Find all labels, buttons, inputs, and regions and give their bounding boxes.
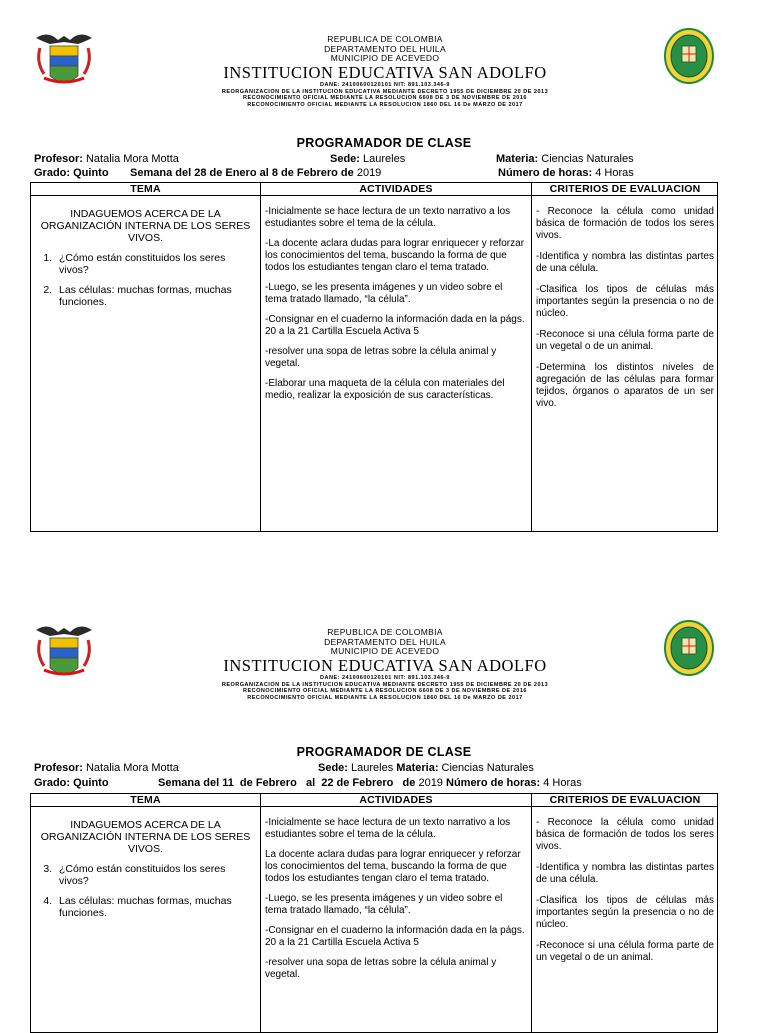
horas-value: 4 Horas — [543, 777, 582, 789]
profesor-label: Profesor: — [34, 762, 83, 774]
materia-value: Ciencias Naturales — [441, 762, 534, 774]
class-plan-table — [30, 793, 718, 1033]
sede-label: Sede: — [330, 153, 360, 165]
materia-value: Ciencias Naturales — [541, 153, 634, 165]
criterion-item: - Reconoce la célula como unidad básica de formación de todos los seres vivos. — [536, 817, 714, 852]
activity-item: -Luego, se les presenta imágenes y un video sobre el tema tratado llamado, “la célula”. — [265, 282, 503, 305]
header-dane: DANE: 24100600120101 NIT: 891.103.346-9 — [320, 82, 450, 88]
list-item: 1. ¿Cómo están constituidos los seres vivos? — [55, 252, 252, 276]
meta-row-1 — [34, 152, 734, 166]
criterion-item: -Clasifica los tipos de células más importantes según la presencia o no de núcleo. — [536, 895, 714, 930]
colombia-coat-of-arms-icon — [32, 620, 96, 684]
school-seal-icon — [664, 28, 714, 84]
activity-item: -Consignar en el cuaderno la información dada en la págs. 20 a la 21 Cartilla Escuela Activa 5 — [265, 925, 525, 948]
criterios-header: CRITERIOS DE EVALUACION — [532, 794, 718, 807]
criterios-column — [532, 183, 718, 531]
activity-item: -resolver una sopa de letras sobre la célula animal y vegetal. — [265, 957, 497, 980]
criterion-item: - Reconoce la célula como unidad básica de formación de todos los seres vivos. — [536, 206, 714, 241]
criterion-item: -Reconoce si una célula forma parte de un vegetal o de un animal. — [536, 329, 714, 352]
semana-year: 2019 — [356, 167, 382, 179]
list-item: 4. Las células: muchas formas, muchas funciones. — [55, 895, 252, 919]
institution-header — [150, 628, 620, 702]
header-municipality: MUNICIPIO DE ACEVEDO — [330, 646, 440, 656]
tema-column — [31, 183, 261, 531]
criterion-item: -Determina los distintos niveles de agregación de las células para formar tejidos, órganos o aparatos de un ser vivo. — [536, 362, 714, 409]
profesor-value: Natalia Mora Motta — [85, 153, 179, 165]
actividades-column — [261, 183, 532, 531]
class-plan-table — [30, 182, 718, 532]
tema-header: TEMA — [31, 794, 260, 807]
activity-item: -La docente aclara dudas para lograr enriquecer y reforzar los conocimientos del tema, buscando la forma de que todos los estudiantes tengan claro el tema tratado. — [265, 238, 525, 273]
header-recognition-2: RECONOCIMIENTO OFICIAL MEDIANTE LA RESOLUCION 1860 DEL 16 De MARZO DE 2017 — [247, 101, 523, 108]
grado-label: Grado: Quinto — [34, 777, 109, 789]
activity-item: -resolver una sopa de letras sobre la célula animal y vegetal. — [265, 346, 497, 369]
header-reorganization: REORGANIZACION DE LA INSTITUCION EDUCATIVA MEDIANTE DECRETO 1955 DE DICIEMBRE 20 DE 2013 — [221, 88, 549, 95]
header-republic: REPUBLICA DE COLOMBIA — [327, 627, 443, 637]
criterion-item: -Identifica y nombra las distintas partes de una célula. — [536, 251, 714, 274]
header-department: DEPARTAMENTO DEL HUILA — [324, 43, 446, 54]
tema-header: TEMA — [31, 183, 260, 196]
materia-label: Materia: — [496, 153, 539, 165]
list-item: 3. ¿Cómo están constituidos los seres vivos? — [55, 863, 252, 887]
header-recognition-1: RECONOCIMIENTO OFICIAL MEDIANTE LA RESOLUCION 6608 DE 3 DE NOVIEMBRE DE 2016 — [243, 688, 527, 694]
activity-item: La docente aclara dudas para lograr enriquecer y reforzar los conocimientos del tema, buscando la forma de que todos los estudiantes tengan claro el tema tratado. — [265, 849, 521, 884]
actividades-column — [261, 794, 532, 1032]
tema-list — [39, 863, 252, 919]
header-recognition-1: RECONOCIMIENTO OFICIAL MEDIANTE LA RESOLUCION 6608 DE 3 DE NOVIEMBRE DE 2016 — [243, 95, 527, 101]
institution-header — [150, 35, 620, 109]
header-department: DEPARTAMENTO DEL HUILA — [324, 636, 446, 647]
header-municipality: MUNICIPIO DE ACEVEDO — [330, 53, 440, 63]
activity-item: -Inicialmente se hace lectura de un texto narrativo a los estudiantes sobre el tema de la célula. — [265, 206, 511, 229]
grado-label: Grado: Quinto — [34, 167, 109, 179]
activity-item: -Consignar en el cuaderno la información dada en la págs. 20 a la 21 Cartilla Escuela Activa 5 — [265, 314, 525, 337]
school-name: INSTITUCION EDUCATIVA SAN ADOLFO — [223, 655, 547, 675]
page-title: PROGRAMADOR DE CLASE — [296, 136, 472, 150]
tema-intro: INDAGUEMOS ACERCA DE LA ORGANIZACIÓN INTERNA DE LOS SERES VIVOS. — [40, 208, 251, 244]
page-title: PROGRAMADOR DE CLASE — [296, 745, 472, 759]
semana-text: Semana del 28 de Enero al 8 de Febrero de — [130, 167, 354, 179]
meta-row-2 — [34, 776, 734, 790]
colombia-coat-of-arms-icon — [32, 28, 96, 92]
actividades-header: ACTIVIDADES — [261, 183, 531, 196]
actividades-header: ACTIVIDADES — [261, 794, 531, 807]
profesor-label: Profesor: — [34, 153, 83, 165]
criterion-item: -Identifica y nombra las distintas partes de una célula. — [536, 862, 714, 885]
header-recognition-2: RECONOCIMIENTO OFICIAL MEDIANTE LA RESOLUCION 1860 DEL 16 De MARZO DE 2017 — [247, 694, 523, 701]
header-republic: REPUBLICA DE COLOMBIA — [327, 34, 443, 44]
activity-item: -Inicialmente se hace lectura de un texto narrativo a los estudiantes sobre el tema de la célula. — [265, 817, 511, 840]
criterios-header: CRITERIOS DE EVALUACION — [532, 183, 718, 196]
list-item: 2. Las células: muchas formas, muchas funciones. — [55, 284, 252, 308]
semana-year: 2019 — [418, 777, 443, 789]
activity-item: -Elaborar una maqueta de la célula con materiales del medio, realizar la exposición de sus características. — [265, 378, 505, 401]
sede-label: Sede: — [318, 762, 348, 774]
materia-label: Materia: — [396, 762, 439, 774]
tema-intro: INDAGUEMOS ACERCA DE LA ORGANIZACIÓN INTERNA DE LOS SERES VIVOS. — [40, 819, 251, 855]
criterios-column — [532, 794, 718, 1032]
sede-value: Laureles — [351, 762, 394, 774]
school-name: INSTITUCION EDUCATIVA SAN ADOLFO — [223, 62, 547, 82]
tema-list — [39, 252, 252, 308]
criterion-item: -Clasifica los tipos de células más importantes según la presencia o no de núcleo. — [536, 284, 714, 319]
school-seal-icon — [664, 620, 714, 676]
criterion-item: -Reconoce si una célula forma parte de un vegetal o de un animal. — [536, 940, 714, 963]
tema-column — [31, 794, 261, 1032]
horas-label: Número de horas: — [446, 777, 541, 789]
header-dane: DANE: 24100600120101 NIT: 891.103.346-9 — [320, 675, 450, 681]
meta-row-2 — [34, 166, 734, 180]
horas-value: 4 Horas — [595, 167, 634, 179]
header-reorganization: REORGANIZACION DE LA INSTITUCION EDUCATIVA MEDIANTE DECRETO 1955 DE DICIEMBRE 20 DE 2013 — [221, 681, 549, 688]
sede-value: Laureles — [363, 153, 406, 165]
semana-text: Semana del 11 de Febrero al 22 de Febrero de — [158, 777, 416, 789]
meta-row-1 — [34, 761, 734, 775]
profesor-value: Natalia Mora Motta — [85, 762, 179, 774]
activity-item: -Luego, se les presenta imágenes y un video sobre el tema tratado llamado, “la célula”. — [265, 893, 503, 916]
horas-label: Número de horas: — [498, 167, 593, 179]
